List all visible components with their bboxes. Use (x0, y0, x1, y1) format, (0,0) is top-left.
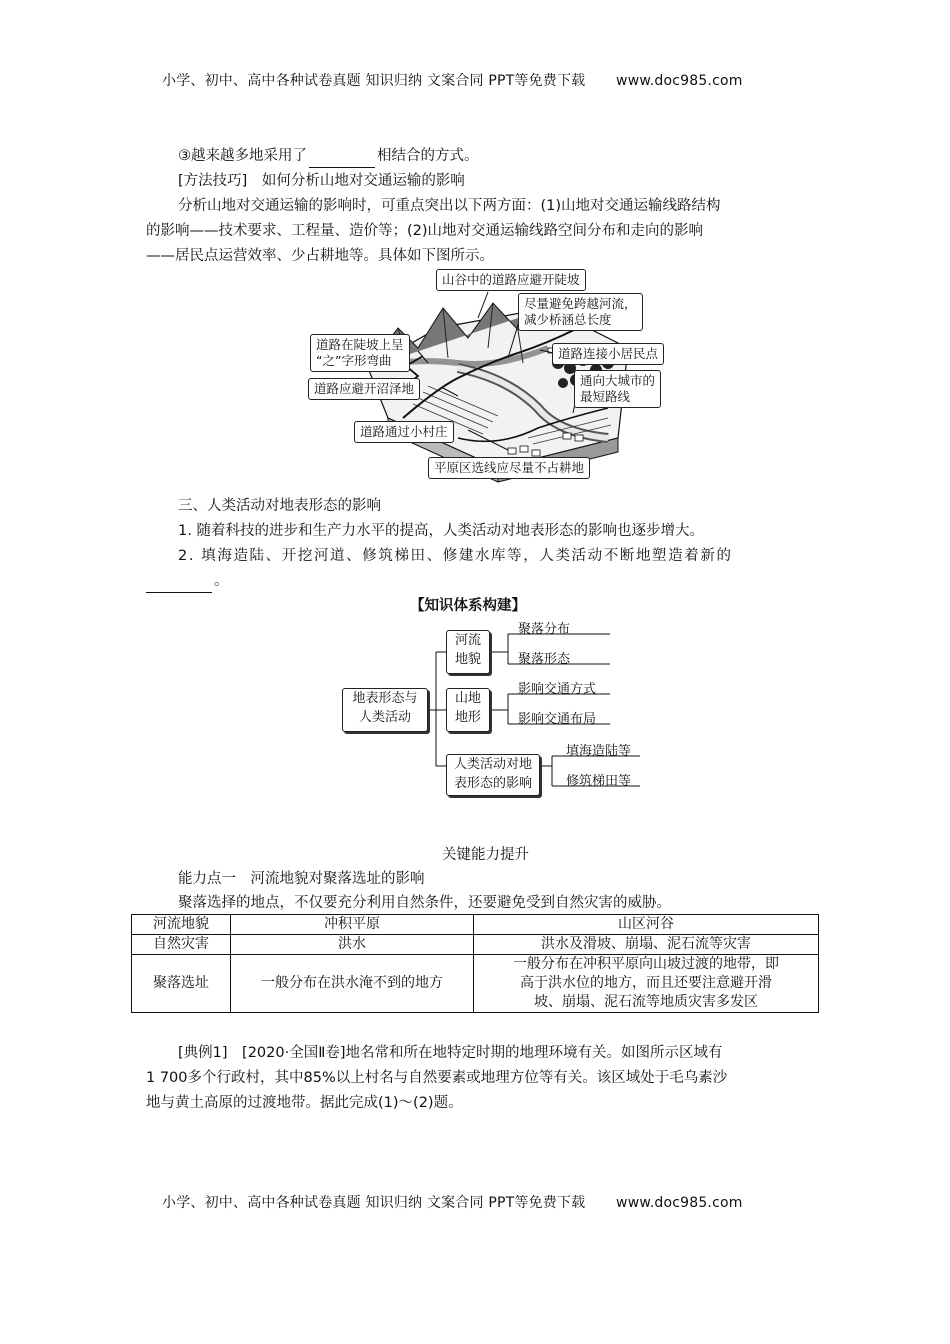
section-3-item-2: 2. 填海造陆、开挖河道、修筑梯田、修建水库等，人类活动不断地塑造着新的 (178, 548, 733, 564)
key-ability-title: 关键能力提升 (442, 847, 529, 863)
footer-site: www.doc985.com (616, 1195, 743, 1211)
method-title: [方法技巧] 如何分析山地对交通运输的影响 (178, 173, 465, 189)
mindmap-leaf: 影响交通方式 (518, 682, 597, 697)
section-3-title: 三、人类活动对地表形态的影响 (178, 498, 381, 514)
item-3-before: ③越来越多地采用了 (178, 148, 307, 164)
callout-avoid-steep-slopes: 山谷中的道路应避开陡坡 (436, 269, 586, 291)
mindmap-leaf: 填海造陆等 (566, 744, 632, 759)
mindmap-root (342, 688, 428, 732)
answer-blank (309, 153, 375, 168)
table-cell: 自然灾害 (132, 935, 231, 955)
callout-avoid-crossing-rivers (518, 293, 643, 331)
table-header-row (132, 915, 819, 935)
mindmap-leaf: 聚落形态 (518, 652, 571, 667)
callout-shortest-route-line-1: 通向大城市的 (580, 373, 656, 388)
header-text: 小学、初中、高中各种试卷真题 知识归纳 文案合同 PPT等免费下载 (162, 73, 586, 89)
example-line-2: 1 700多个行政村，其中85%以上村名与自然要素或地理方位等有关。该区域处于毛乌素沙 (146, 1070, 728, 1086)
table-cell: 洪水 (231, 935, 474, 955)
table-row (132, 955, 819, 1013)
settlement-table (131, 914, 819, 1013)
page-header (162, 70, 743, 90)
mountain-road-figure (308, 268, 680, 484)
table-row (132, 935, 819, 955)
table-cell: 山区河谷 (474, 915, 819, 935)
callout-zigzag-road-line-2: “之”字形弯曲 (316, 353, 392, 368)
section-3-item-1: 1. 随着科技的进步和生产力水平的提高，人类活动对地表形态的影响也逐步增大。 (178, 523, 704, 539)
callout-avoid-swamp: 道路应避开沼泽地 (308, 378, 420, 400)
mindmap-branch-human (446, 754, 540, 796)
table-cell-line: 一般分布在冲积平原向山坡过渡的地带，即 (513, 956, 779, 972)
item-3 (178, 144, 479, 168)
table-cell: 洪水及滑坡、崩塌、泥石流等灾害 (474, 935, 819, 955)
item-2-end-punct: 。 (214, 573, 229, 589)
example-line-3: 地与黄土高原的过渡地带。据此完成(1)～(2)题。 (146, 1095, 463, 1111)
example-line-1: [典例1] [2020·全国Ⅱ卷]地名常和所在地特定时期的地理环境有关。如图所示区域有 (178, 1045, 723, 1061)
mindmap-branch-river-line-2: 地貌 (454, 652, 481, 667)
knowledge-mindmap (340, 618, 650, 798)
method-line-2: 的影响——技术要求、工程量、造价等；(2)山地对交通运输线路空间分布和走向的影响 (146, 223, 704, 239)
callout-connect-settlements: 道路连接小居民点 (552, 343, 664, 365)
callout-avoid-crossing-rivers-line-2: 减少桥涵总长度 (524, 312, 612, 327)
method-line-3: ——居民点运营效率、少占耕地等。具体如下图所示。 (146, 248, 494, 264)
mindmap-branch-mountain-line-1: 山地 (454, 691, 481, 706)
mindmap-branch-human-line-2: 表形态的影响 (453, 776, 532, 791)
mindmap-branch-river (446, 630, 490, 674)
mindmap-leaf: 聚落分布 (518, 622, 571, 637)
table-cell-line: 高于洪水位的地方，而且还要注意避开滑 (520, 975, 772, 991)
callout-shortest-route-line-2: 最短路线 (580, 389, 631, 404)
mindmap-branch-river-line-1: 河流 (454, 633, 481, 648)
page-footer (162, 1192, 743, 1212)
callout-through-village: 道路通过小村庄 (354, 421, 454, 443)
table-cell: 冲积平原 (231, 915, 474, 935)
mindmap-root-line-2: 人类活动 (358, 710, 411, 725)
item-3-after: 相结合的方式。 (377, 148, 479, 164)
table-cell-line: 坡、崩塌、泥石流等地质灾害多发区 (534, 994, 758, 1010)
callout-avoid-crossing-rivers-line-1: 尽量避免跨越河流， (524, 296, 637, 311)
callout-save-farmland: 平原区选线应尽量不占耕地 (428, 457, 590, 479)
table-cell: 河流地貌 (132, 915, 231, 935)
mindmap-branch-mountain-line-2: 地形 (454, 710, 481, 725)
mindmap-branch-mountain (446, 688, 490, 732)
mindmap-root-line-1: 地表形态与 (352, 691, 418, 706)
callout-zigzag-road (310, 334, 410, 372)
table-cell: 一般分布在洪水淹不到的地方 (231, 955, 474, 1013)
ability-description: 聚落选择的地点，不仅要充分利用自然条件，还要避免受到自然灾害的威胁。 (178, 895, 671, 911)
table-cell (474, 955, 819, 1013)
mindmap-branch-human-line-1: 人类活动对地 (453, 757, 532, 772)
mindmap-leaf: 修筑梯田等 (566, 774, 632, 789)
header-site: www.doc985.com (616, 73, 743, 89)
callout-shortest-route (574, 370, 661, 408)
ability-point-1: 能力点一 河流地貌对聚落选址的影响 (178, 871, 425, 887)
callout-zigzag-road-line-1: 道路在陡坡上呈 (316, 337, 404, 352)
answer-blank (146, 578, 212, 593)
section-3-item-2-end (146, 569, 229, 593)
mindmap-leaf: 影响交通布局 (518, 712, 597, 727)
footer-text: 小学、初中、高中各种试卷真题 知识归纳 文案合同 PPT等免费下载 (162, 1195, 586, 1211)
table-cell: 聚落选址 (132, 955, 231, 1013)
method-line-1: 分析山地对交通运输的影响时，可重点突出以下两方面：(1)山地对交通运输线路结构 (178, 198, 721, 214)
mindmap-title: 【知识体系构建】 (410, 598, 526, 614)
